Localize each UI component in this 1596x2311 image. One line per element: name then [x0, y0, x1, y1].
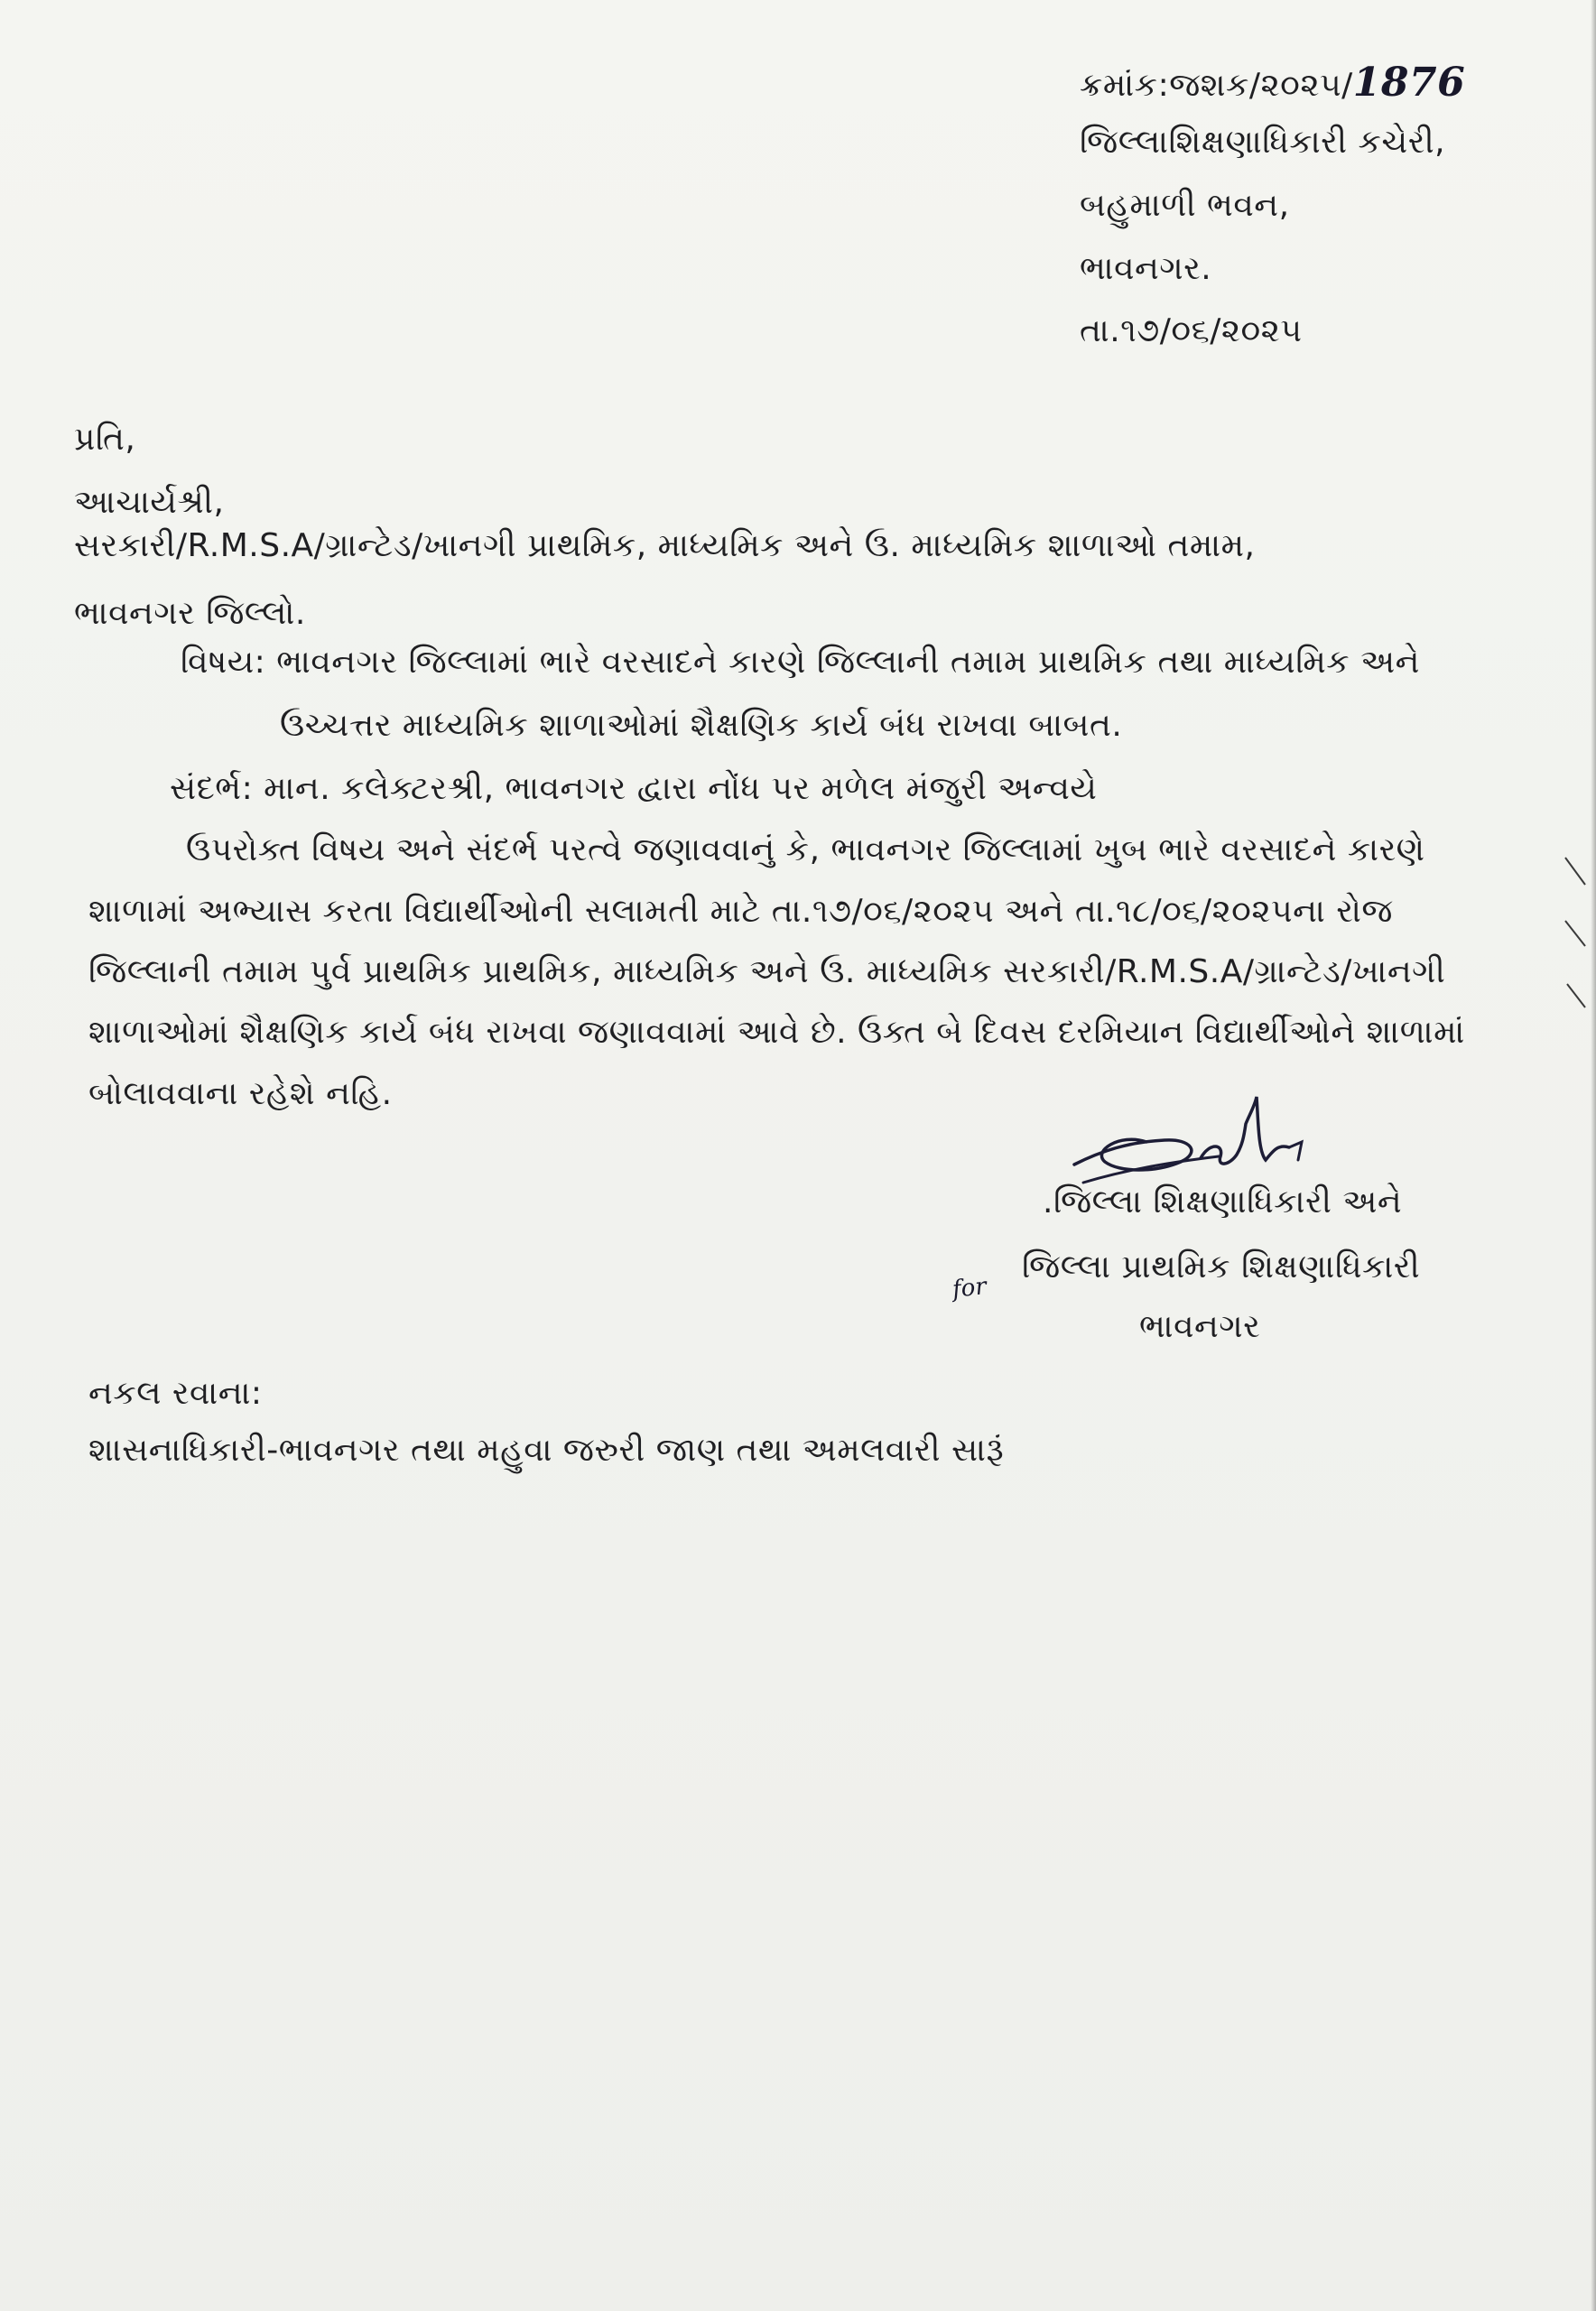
letter-date: તા.૧૭/૦૬/૨૦૨૫ [1080, 312, 1303, 349]
copy-line: શાસનાધિકારી-ભાવનગર તથા મહુવા જરુરી જાણ તથા અમલવારી સારૂં [88, 1432, 1005, 1469]
signatory-line-1: .જિલ્લા શિક્ષણાધિકારી અને [1043, 1183, 1403, 1220]
copy-label: નકલ રવાના: [88, 1375, 263, 1412]
reference-number [1080, 60, 1466, 106]
subject-line-2: ઉચ્ચત્તર માધ્યમિક શાળાઓમાં શૈક્ષણિક કાર્ય બંધ રાખવા બાબત. [280, 707, 1123, 744]
reference-line: સંદર્ભ: માન. કલેક્ટરશ્રી, ભાવનગર દ્વારા નોંધ પર મળેલ મંજુરી અન્વયે [170, 770, 1098, 807]
office-building: બહુમાળી ભવન, [1080, 187, 1290, 224]
signatory-line-2: જિલ્લા પ્રાથમિક શિક્ષણાધિકારી [1022, 1248, 1421, 1285]
body-line-2: શાળામાં અભ્યાસ કરતા વિદ્યાર્થીઓની સલામતી માટે તા.૧૭/૦૬/૨૦૨૫ અને તા.૧૮/૦૬/૨૦૨૫ના રોજ [88, 893, 1393, 930]
signature-mark [1065, 1079, 1336, 1196]
recipient-line-1: સરકારી/R.M.S.A/ગ્રાન્ટેડ/ખાનગી પ્રાથમિક, માધ્યમિક અને ઉ. માધ્યમિક શાળાઓ તમામ, [74, 527, 1256, 564]
office-name: જિલ્લાશિક્ષણાધિકારી કચેરી, [1080, 124, 1446, 161]
recipient-to: પ્રતિ, [74, 421, 136, 458]
body-line-5: બોલાવવાના રહેશે નહિ. [88, 1075, 393, 1112]
recipient-title: આચાર્યશ્રી, [74, 484, 225, 521]
reference-number-handwritten: 1876 [1352, 60, 1466, 106]
recipient-line-2: ભાવનગર જિલ્લો. [74, 595, 306, 632]
page-edge-shadow [1591, 0, 1596, 2311]
reference-number-prefix: ક્રમાંક:જશક/૨૦૨૫/ [1080, 67, 1353, 104]
body-line-4: શાળાઓમાં શૈક્ષણિક કાર્ય બંધ રાખવા જણાવવામાં આવે છે. ઉક્ત બે દિવસ દરમિયાન વિદ્યાર્થીઓને શાળામાં [88, 1014, 1465, 1051]
office-city: ભાવનગર. [1080, 250, 1212, 287]
signatory-line-3: ભાવનગર [1139, 1308, 1261, 1345]
scan-edge-marks [1562, 849, 1589, 1029]
body-line-3: જિલ્લાની તમામ પુર્વ પ્રાથમિક પ્રાથમિક, માધ્યમિક અને ઉ. માધ્યમિક સરકારી/R.M.S.A/ગ્રાન્ટેડ/ખાનગી [88, 953, 1446, 990]
subject-line-1: વિષય: ભાવનગર જિલ્લામાં ભારે વરસાદને કારણે જિલ્લાની તમામ પ્રાથમિક તથા માધ્યમિક અને [181, 644, 1420, 681]
body-line-1: ઉપરોક્ત વિષય અને સંદર્ભ પરત્વે જણાવવાનું કે, ભાવનગર જિલ્લામાં ખુબ ભારે વરસાદને કારણે [186, 831, 1425, 868]
for-handwritten-mark: for [951, 1273, 988, 1304]
